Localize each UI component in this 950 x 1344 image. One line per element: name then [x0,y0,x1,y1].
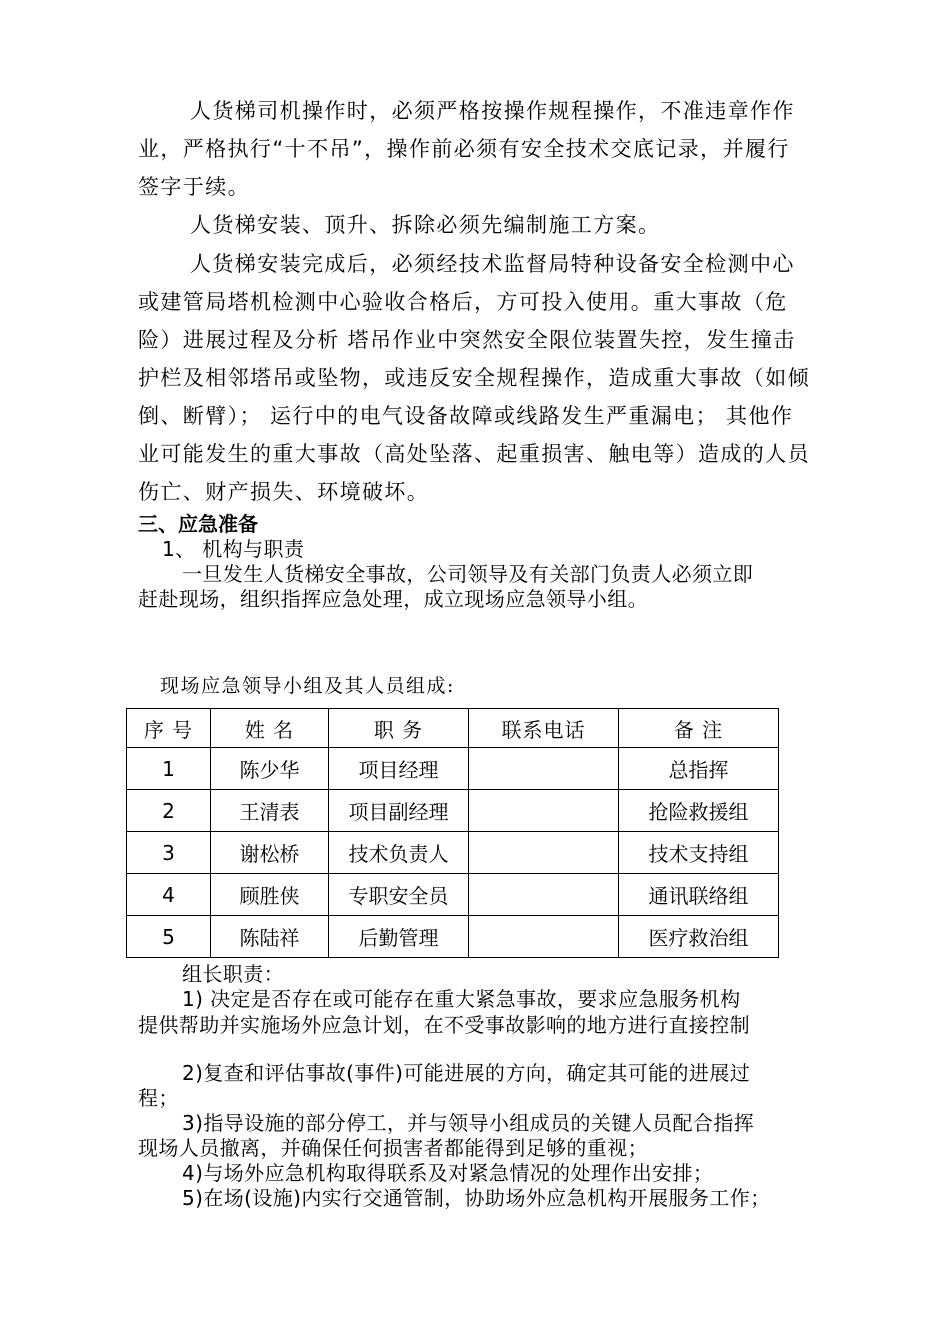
table-cell: 技术负责人 [329,832,469,874]
duties-heading: 组长职责： [182,962,284,986]
duty-line: 3)指导设施的部分停工，并与领导小组成员的关键人员配合指挥 [182,1111,755,1135]
header-cell: 职 务 [329,709,469,748]
paragraph-line: 或建管局塔机检测中心验收合格后，方可投入使用。重大事故（危 [138,290,788,314]
table-header-row [127,709,779,748]
table-caption: 现场应急领导小组及其人员组成: [160,675,455,697]
paragraph-line: 一旦发生人货梯安全事故，公司领导及有关部门负责人必须立即 [182,562,754,586]
subsection-heading: 1、 机构与职责 [162,537,305,561]
table-cell: 通讯联络组 [619,874,779,916]
header-cell: 备 注 [619,709,779,748]
header-cell: 姓 名 [211,709,329,748]
duty-line: 5)在场(设施)内实行交通管制，协助场外应急机构开展服务工作； [182,1186,771,1210]
table-cell: 总指挥 [619,748,779,790]
table-cell: 王清表 [211,790,329,832]
table-cell: 3 [127,832,211,874]
table-row [127,916,779,958]
table-cell: 陈少华 [211,748,329,790]
table-cell: 谢松桥 [211,832,329,874]
paragraph-line: 险）进展过程及分析 塔吊作业中突然安全限位装置失控，发生撞击 [138,328,796,352]
duty-line: 提供帮助并实施场外应急计划，在不受事故影响的地方进行直接控制 [138,1013,750,1037]
paragraph-line: 签字于续。 [138,175,250,199]
duty-line: 1) 决定是否存在或可能存在重大紧急事故，要求应急服务机构 [182,987,741,1011]
paragraph-line: 伤亡、财产损失、环境破坏。 [138,480,430,504]
table-cell: 抢险救援组 [619,790,779,832]
table-cell: 后勤管理 [329,916,469,958]
table-cell [469,832,619,874]
table-cell: 1 [127,748,211,790]
header-cell: 联系电话 [469,709,619,748]
table-cell: 医疗救治组 [619,916,779,958]
table-cell: 技术支持组 [619,832,779,874]
table-row [127,832,779,874]
table-cell: 陈陆祥 [211,916,329,958]
table-cell: 5 [127,916,211,958]
paragraph-line: 护栏及相邻塔吊或坠物，或违反安全规程操作，造成重大事故（如倾 [138,366,810,390]
table-cell [469,748,619,790]
duty-line: 现场人员撤离，并确保任何损害者都能得到足够的重视； [138,1136,648,1160]
table-cell: 项目经理 [329,748,469,790]
table-cell: 专职安全员 [329,874,469,916]
table-cell: 2 [127,790,211,832]
duty-line: 4)与场外应急机构取得联系及对紧急情况的处理作出安排； [182,1161,714,1185]
paragraph-line: 人货梯安装完成后，必须经技术监督局特种设备安全检测中心 [190,252,795,276]
section-heading: 三、应急准备 [138,512,258,536]
table-cell: 4 [127,874,211,916]
table-row [127,874,779,916]
paragraph-line: 赶赴现场，组织指挥应急处理，成立现场应急领导小组。 [138,587,648,611]
table-row [127,790,779,832]
paragraph-line: 业可能发生的重大事故（高处坠落、起重损害、触电等）造成的人员 [138,442,810,466]
paragraph-line: 倒、断臂）； 运行中的电气设备故障或线路发生严重漏电； 其他作 [138,404,794,428]
duty-line: 程； [138,1086,179,1110]
table-cell [469,874,619,916]
header-cell: 序 号 [127,709,211,748]
leadership-table [126,708,779,958]
table-cell: 项目副经理 [329,790,469,832]
table-row [127,748,779,790]
table-cell [469,916,619,958]
table-cell [469,790,619,832]
paragraph-line: 人货梯司机操作时，必须严格按操作规程操作，不准违章作作 [190,99,795,123]
duty-line: 2)复查和评估事故(事件)可能进展的方向，确定其可能的进展过 [182,1061,751,1085]
table-cell: 顾胜侠 [211,874,329,916]
paragraph-line: 人货梯安装、顶升、拆除必须先编制施工方案。 [190,213,661,237]
paragraph-line: 业，严格执行“十不吊”，操作前必须有安全技术交底记录，并履行 [138,137,790,161]
